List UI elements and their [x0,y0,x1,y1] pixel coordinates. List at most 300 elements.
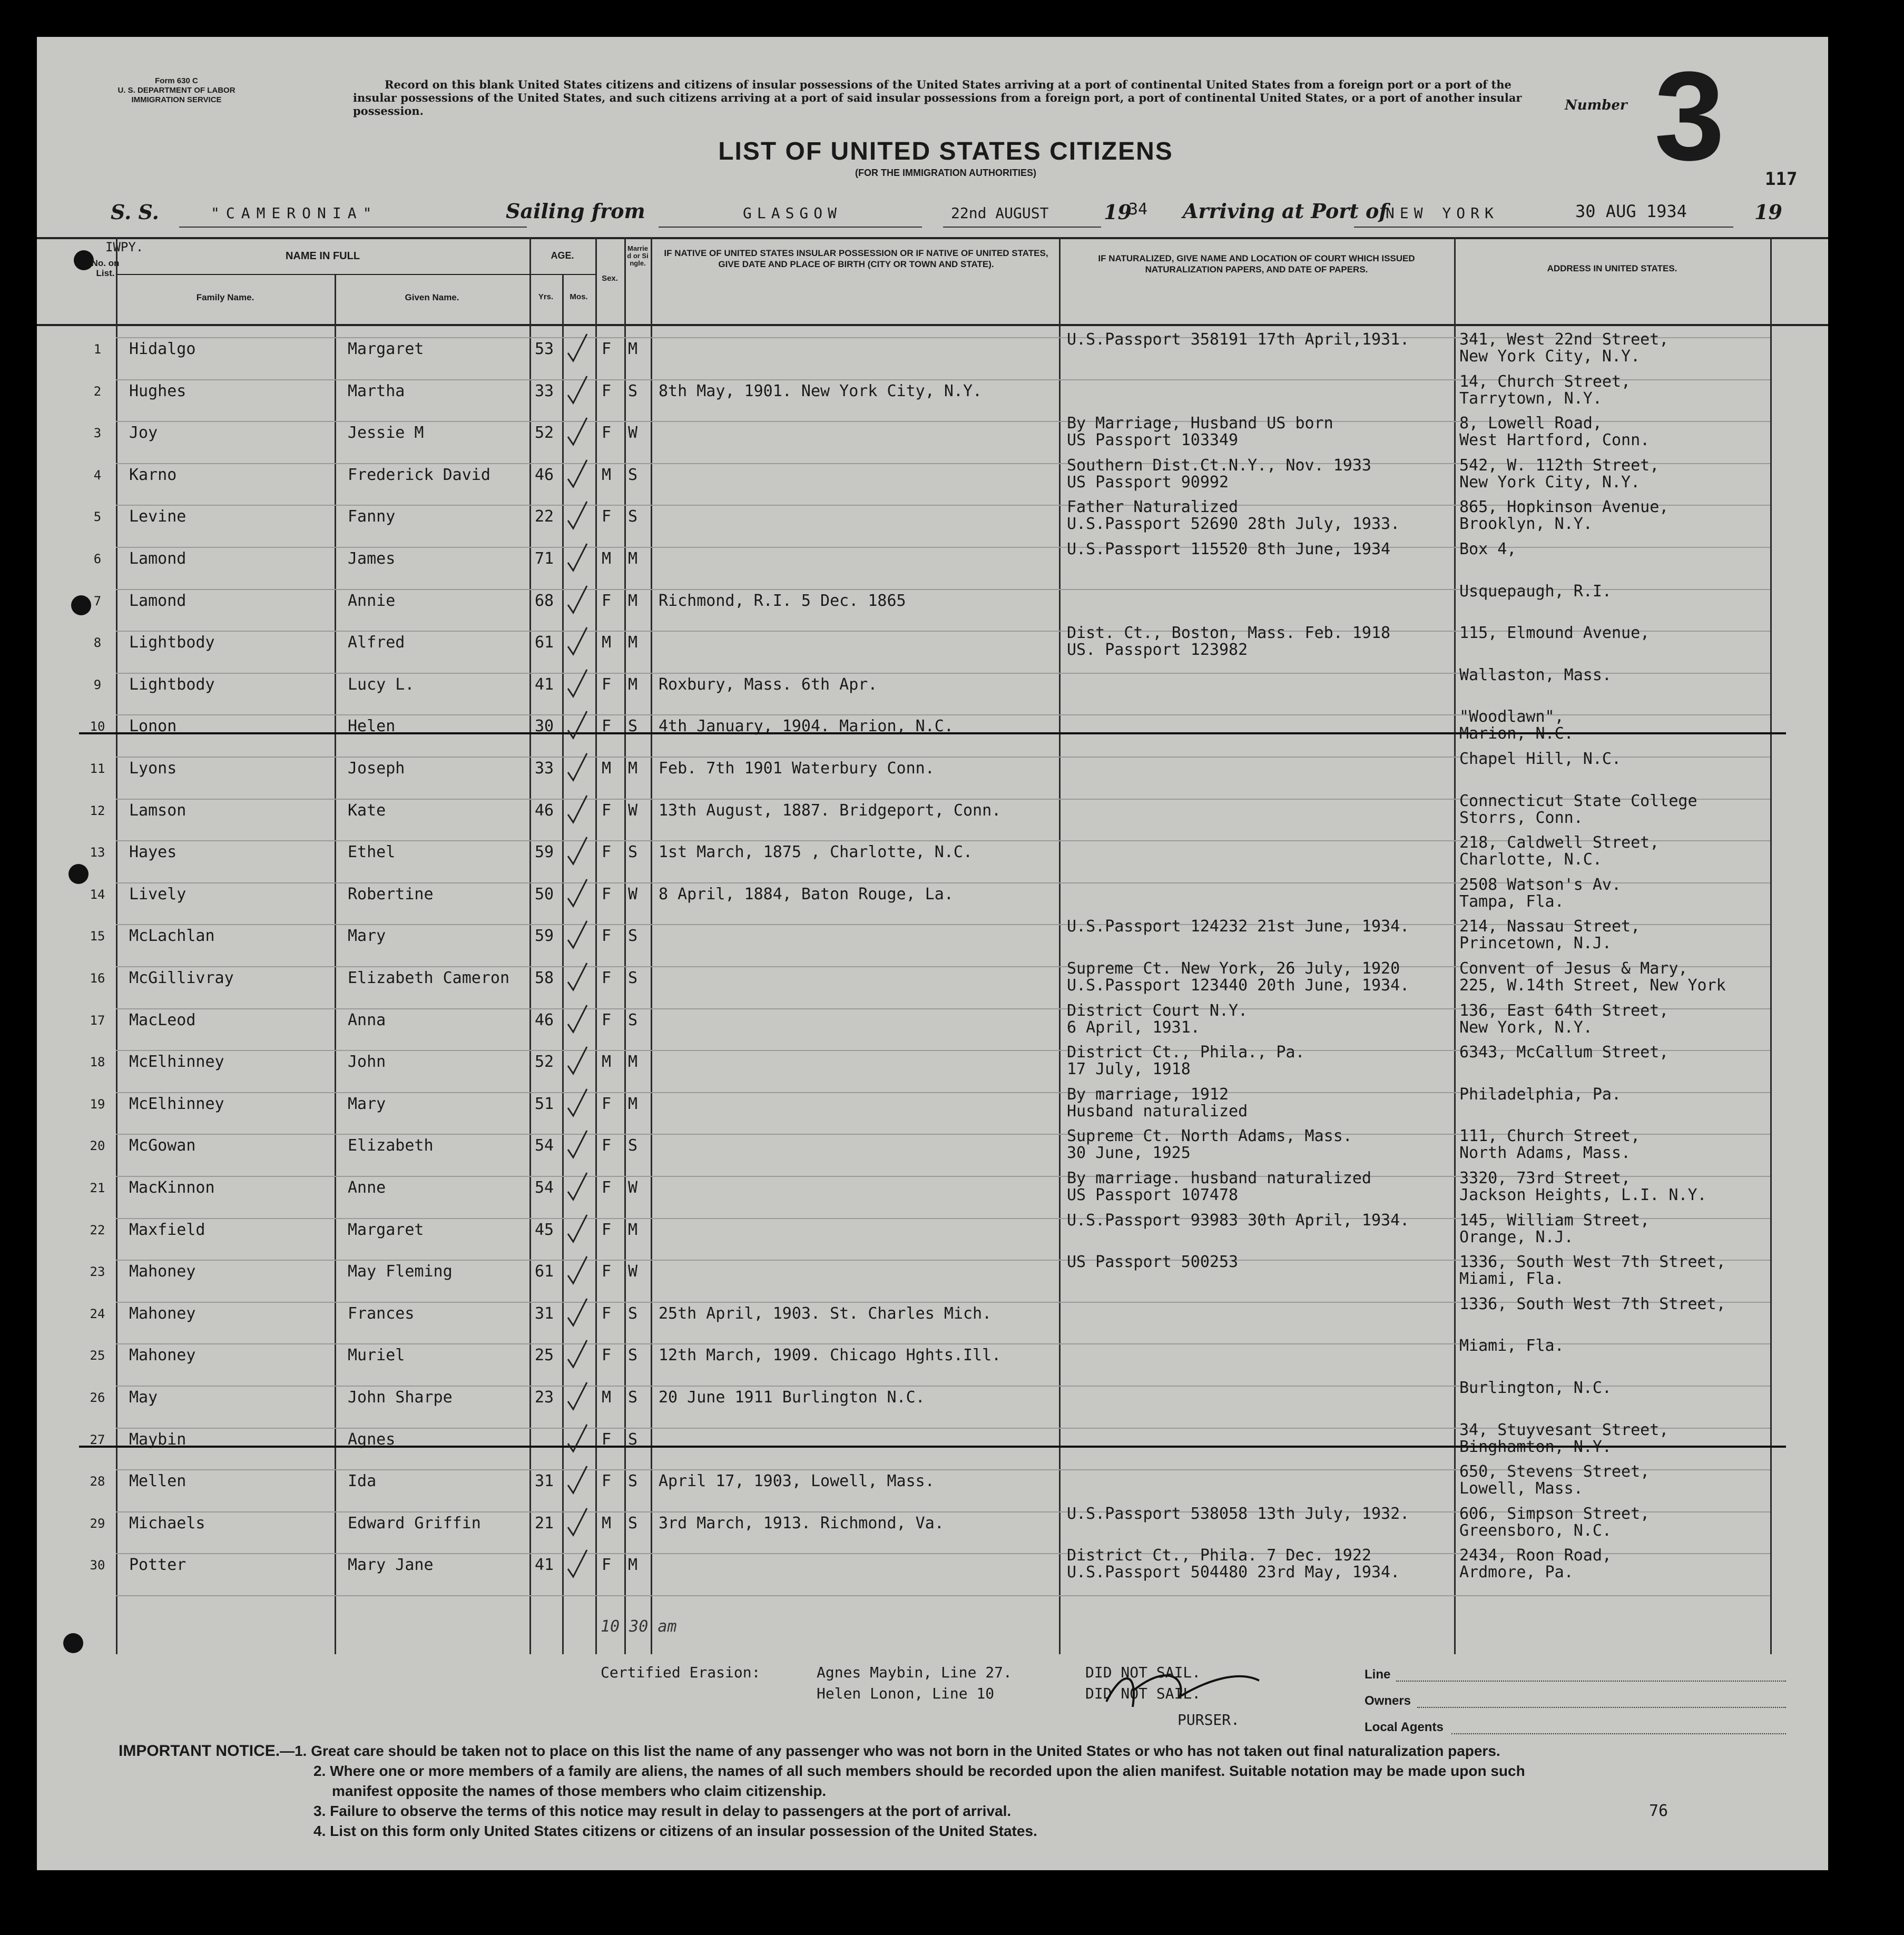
sex: F [602,885,612,903]
age-years: 61 [535,1262,554,1281]
header-age: AGE. [551,250,574,261]
marital-status: S [628,969,638,987]
address-line-2: New York City, N.Y. [1459,473,1641,492]
manifest-rows [37,37,1828,1670]
address-line-2: Tarrytown, N.Y. [1459,389,1602,408]
header-sex: Sex. [602,274,618,283]
naturalization-info-2: U.S.Passport 52690 28th July, 1933. [1067,515,1400,533]
stamp-number: 76 [1649,1802,1669,1820]
check-mark-icon [564,1296,590,1328]
check-mark-icon [564,1254,590,1286]
header-naturalized: IF NATURALIZED, GIVE NAME AND LOCATION OF COURT WHICH ISSUED NATURALIZATION PAPERS, AND DATE OF PAPERS. [1098,253,1415,274]
address-line-2: Ardmore, Pa. [1459,1563,1574,1582]
age-years: 21 [535,1514,554,1533]
sex: F [602,1262,612,1281]
row-number: 6 [93,552,102,566]
address-line-2: Orange, N.J. [1459,1228,1574,1246]
sex: F [602,969,612,987]
family-name: Joy [129,424,158,442]
sex: F [602,801,612,820]
given-name: Anna [348,1011,386,1029]
address-line-2: Binghamton, N.Y. [1459,1438,1612,1456]
sex: F [602,1011,612,1029]
marital-status: M [628,1095,638,1113]
address-line-1: 115, Elmound Avenue, [1459,624,1650,642]
purser-label: PURSER. [1177,1711,1240,1728]
marital-status: S [628,1514,638,1533]
address-line-1: Miami, Fla. [1459,1337,1564,1355]
age-years: 59 [535,927,554,945]
header-birth: IF NATIVE OF UNITED STATES INSULAR POSSESSION OR IF NATIVE OF UNITED STATES, GIVE DATE AND PLACE OF BIRTH (CITY OR TOWN AND STATE). [664,248,1048,269]
manifest-sheet [37,37,1828,1870]
given-name: Mary [348,1095,386,1113]
marital-status: W [628,885,638,903]
address-line-1: 8, Lowell Road, [1459,414,1602,433]
time-note: 10 30 am [601,1617,677,1636]
row-number: 23 [90,1264,105,1279]
row-number: 27 [90,1432,105,1447]
row-number: 1 [93,342,102,357]
strike-through [79,732,1786,734]
agents-field [1451,1733,1786,1734]
given-name: Lucy L. [348,675,415,694]
row-number: 17 [90,1013,105,1028]
naturalization-info: By marriage. husband naturalized [1067,1169,1371,1187]
important-notice: IMPORTANT NOTICE.—1. Great care should be taken not to place on this list the name of any passenger who was not born in the United States or who has not taken out final naturalization papers. 2. Where one or more members of a family are aliens, the names of all such members should be recorded upon the alien manifest. Suitable notation may be made upon such manifest opposite the names of those members who claim citizenship. 3. Failure to observe the terms of this notice may result in delay to passengers at the port of arrival. 4. List on this form only United States citizens or citizens of an insular possession of the United States. [119,1741,1804,1841]
given-name: Anne [348,1178,386,1197]
address-line-1: 1336, South West 7th Street, [1459,1253,1726,1271]
given-name: Fanny [348,507,396,526]
address-line-2: Brooklyn, N.Y. [1459,515,1593,533]
sex: F [602,1430,612,1449]
row-number: 11 [90,761,105,776]
address-line-2: Princetown, N.J. [1459,934,1612,952]
marital-status: W [628,424,638,442]
naturalization-info: U.S.Passport 358191 17th April,1931. [1067,330,1410,349]
naturalization-info: U.S.Passport 538058 13th July, 1932. [1067,1505,1410,1523]
sex: F [602,1221,612,1239]
row-number: 26 [90,1390,105,1405]
marital-status: S [628,1011,638,1029]
address-line-1: Burlington, N.C. [1459,1379,1612,1397]
family-name: Mahoney [129,1262,196,1281]
purser-signature [1101,1659,1270,1717]
check-mark-icon [564,1380,590,1412]
family-name: Lamond [129,549,187,568]
age-years: 33 [535,382,554,400]
address-line-2: Charlotte, N.C. [1459,850,1602,869]
ss-label: S. S. [111,200,159,224]
address-line-2: Storrs, Conn. [1459,809,1583,827]
age-years: 53 [535,340,554,358]
row-number: 16 [90,971,105,986]
family-name: Maybin [129,1430,187,1449]
row-number: 29 [90,1516,105,1531]
address-line-1: 14, Church Street, [1459,372,1631,391]
age-years: 31 [535,1472,554,1490]
stamp-code: IWPY. [105,240,144,254]
age-years: 59 [535,843,554,861]
age-years: 52 [535,424,554,442]
check-mark-icon [564,919,590,950]
address-line-2: North Adams, Mass. [1459,1144,1631,1162]
address-line-1: Philadelphia, Pa. [1459,1085,1622,1104]
check-mark-icon [564,1506,590,1538]
marital-status: M [628,1556,638,1574]
family-name: Mahoney [129,1346,196,1364]
row-number: 20 [90,1138,105,1153]
address-line-2: New York City, N.Y. [1459,347,1641,366]
birth-info: Roxbury, Mass. 6th Apr. [659,675,878,694]
sex: F [602,1346,612,1364]
row-number: 3 [93,426,102,440]
given-name: Frances [348,1304,415,1323]
sex: F [602,340,612,358]
given-name: John Sharpe [348,1388,453,1407]
check-mark-icon [564,1045,590,1076]
given-name: Martha [348,382,405,400]
address-line-1: 542, W. 112th Street, [1459,456,1660,475]
address-line-2: Marion, N.C. [1459,724,1574,743]
family-name: McElhinney [129,1053,224,1071]
notice-item-2-cont: manifest opposite the names of those members who claim citizenship. [332,1783,827,1799]
address-line-1: 34, Stuyvesant Street, [1459,1421,1669,1439]
notice-item-2: 2. Where one or more members of a family are aliens, the names of all such members should be recorded upon the alien manifest. Suitable notation may be made upon such [313,1763,1525,1779]
marital-status: M [628,1221,638,1239]
given-name: Ida [348,1472,377,1490]
sailing-label: Sailing from [506,199,645,223]
given-name: Mary Jane [348,1556,434,1574]
given-name: Margaret [348,1221,424,1239]
page-number: 117 [1765,169,1798,190]
sex: M [602,1053,612,1071]
row-number: 7 [93,594,102,608]
marital-status: M [628,549,638,568]
notice-item-3: 3. Failure to observe the terms of this notice may result in delay to passengers at the port of arrival. [313,1803,1012,1819]
row-number: 24 [90,1307,105,1321]
form-instructions: Record on this blank United States citizens and citizens of insular possessions of the United States arriving at a port of continental United States from a foreign port or a port of the insular possessions of the United States, and such citizens arriving at a port of said insular possessions from a foreign port, a port of continental United States, or a port of another insular possession. [353,78,1522,117]
address-line-1: Convent of Jesus & Mary, [1459,959,1688,978]
notice-title: IMPORTANT NOTICE. [119,1742,280,1760]
address-line-1: 214, Nassau Street, [1459,917,1641,936]
address-line-1: 341, West 22nd Street, [1459,330,1669,349]
birth-info: Feb. 7th 1901 Waterbury Conn. [659,759,935,778]
marital-status: S [628,1346,638,1364]
ship-name: "CAMERONIA" [211,204,378,222]
given-name: Muriel [348,1346,405,1364]
port-to: NEW YORK [1386,204,1499,222]
family-name: Lamson [129,801,187,820]
check-mark-icon [564,1422,590,1454]
row-number: 22 [90,1223,105,1237]
given-name: Kate [348,801,386,820]
age-years: 68 [535,592,554,610]
given-name: Agnes [348,1430,396,1449]
naturalization-info: By marriage, 1912 [1067,1085,1229,1104]
family-name: Hidalgo [129,340,196,358]
sex: M [602,759,612,778]
family-name: Hayes [129,843,177,861]
row-number: 14 [90,887,105,902]
given-name: Joseph [348,759,405,778]
age-years: 31 [535,1304,554,1323]
check-mark-icon [564,1548,590,1579]
age-years: 54 [535,1178,554,1197]
birth-info: 8th May, 1901. New York City, N.Y. [659,382,983,400]
notice-item-1: 1. Great care should be taken not to place on this list the name of any passenger who was not born in the United States or who has not taken out final naturalization papers. [295,1743,1500,1759]
sex: F [602,717,612,735]
check-mark-icon [564,835,590,867]
naturalization-info: By Marriage, Husband US born [1067,414,1333,433]
age-years: 41 [535,675,554,694]
age-years: 71 [535,549,554,568]
age-years: 33 [535,759,554,778]
age-years: 46 [535,466,554,484]
header-family: Family Name. [196,292,254,302]
row-number: 8 [93,635,102,650]
check-mark-icon [564,751,590,783]
header-no: No. on List. [91,258,120,278]
family-name: May [129,1388,158,1407]
row-rule [116,1595,1770,1596]
sex: M [602,1388,612,1407]
family-name: Lightbody [129,633,215,652]
birth-info: Richmond, R.I. 5 Dec. 1865 [659,592,906,610]
row-number: 12 [90,803,105,818]
address-line-2: Miami, Fla. [1459,1270,1564,1288]
row-number: 30 [90,1558,105,1573]
naturalization-info-2: 6 April, 1931. [1067,1018,1200,1037]
birth-info: 12th March, 1909. Chicago Hghts.Ill. [659,1346,1002,1364]
check-mark-icon [564,1213,590,1244]
check-mark-icon [564,584,590,615]
sex: F [602,843,612,861]
age-years: 46 [535,801,554,820]
check-mark-icon [564,332,590,364]
naturalization-info-2: US. Passport 123982 [1067,641,1248,659]
sailing-date: 22nd AUGUST [951,204,1049,222]
naturalization-info: Southern Dist.Ct.N.Y., Nov. 1933 [1067,456,1371,475]
given-name: Alfred [348,633,405,652]
address-line-1: 218, Caldwell Street, [1459,833,1660,852]
year-prefix: 19 [1104,200,1132,224]
age-years: 61 [535,633,554,652]
given-name: James [348,549,396,568]
age-years: 45 [535,1221,554,1239]
marital-status: M [628,759,638,778]
given-name: Helen [348,717,396,735]
port-from: GLASGOW [743,204,842,222]
sex: F [602,424,612,442]
age-years: 46 [535,1011,554,1029]
check-mark-icon [564,374,590,406]
family-name: Lightbody [129,675,215,694]
given-name: Mary [348,927,386,945]
check-mark-icon [564,1464,590,1496]
birth-info: 3rd March, 1913. Richmond, Va. [659,1514,944,1533]
address-line-1: Chapel Hill, N.C. [1459,750,1622,768]
row-number: 21 [90,1181,105,1195]
marital-status: S [628,927,638,945]
family-name: McGillivray [129,969,234,987]
sex: F [602,1556,612,1574]
year-end: 19 [1754,200,1782,224]
sex: F [602,1095,612,1113]
address-line-1: "Woodlawn", [1459,708,1564,726]
marital-status: W [628,1178,638,1197]
erasion-line-1: Agnes Maybin, Line 27. [817,1664,1012,1681]
birth-info: 20 June 1911 Burlington N.C. [659,1388,925,1407]
address-line-1: 865, Hopkinson Avenue, [1459,498,1669,516]
family-name: Karno [129,466,177,484]
birth-info: April 17, 1903, Lowell, Mass. [659,1472,935,1490]
naturalization-info: Dist. Ct., Boston, Mass. Feb. 1918 [1067,624,1391,642]
row-number: 19 [90,1097,105,1112]
address-line-1: Connecticut State College [1459,792,1697,810]
address-line-1: 606, Simpson Street, [1459,1505,1650,1523]
check-mark-icon [564,1003,590,1035]
check-mark-icon [564,1338,590,1370]
address-line-1: 650, Stevens Street, [1459,1462,1650,1481]
naturalization-info: U.S.Passport 115520 8th June, 1934 [1067,540,1391,558]
form-subtitle: (FOR THE IMMIGRATION AUTHORITIES) [855,168,1036,178]
given-name: Elizabeth Cameron [348,969,510,987]
header-name-full: NAME IN FULL [285,250,360,262]
address-line-1: 2508 Watson's Av. [1459,876,1622,894]
sex: F [602,507,612,526]
row-number: 13 [90,845,105,860]
marital-status: S [628,1472,638,1490]
address-line-2: Lowell, Mass. [1459,1479,1583,1498]
naturalization-info: Father Naturalized [1067,498,1239,516]
arrival-stamp: 30 AUG 1934 [1575,201,1687,221]
marital-status: S [628,843,638,861]
naturalization-info: District Court N.Y. [1067,1001,1248,1020]
sex: M [602,1514,612,1533]
header-married: Married or Single. [627,244,649,267]
given-name: Annie [348,592,396,610]
age-years: 25 [535,1346,554,1364]
given-name: Robertine [348,885,434,903]
family-name: McElhinney [129,1095,224,1113]
address-line-1: 136, East 64th Street, [1459,1001,1669,1020]
agents-label: Local Agents [1365,1720,1444,1734]
marital-status: M [628,592,638,610]
marital-status: M [628,1053,638,1071]
address-line-1: Wallaston, Mass. [1459,666,1612,684]
given-name: Edward Griffin [348,1514,481,1533]
family-name: Lively [129,885,187,903]
check-mark-icon [564,625,590,657]
header-given: Given Name. [405,292,459,302]
check-mark-icon [564,877,590,909]
age-years: 50 [535,885,554,903]
service-line: IMMIGRATION SERVICE [131,95,222,104]
address-line-1: 2434, Roon Road, [1459,1546,1612,1565]
list-number: 3 [1654,45,1725,186]
naturalization-info-2: U.S.Passport 123440 20th June, 1934. [1067,976,1410,995]
sex: F [602,1136,612,1155]
row-number: 25 [90,1348,105,1363]
age-years: 52 [535,1053,554,1071]
row-number: 10 [90,719,105,734]
age-years: 22 [535,507,554,526]
naturalization-info-2: U.S.Passport 504480 23rd May, 1934. [1067,1563,1400,1582]
family-name: Hughes [129,382,187,400]
family-name: McLachlan [129,927,215,945]
sex: M [602,633,612,652]
line-field [1396,1681,1786,1682]
certified-erasion-label: Certified Erasion: [601,1664,761,1681]
age-years: 51 [535,1095,554,1113]
family-name: Lyons [129,759,177,778]
row-number: 28 [90,1474,105,1489]
address-line-2: Jackson Heights, L.I. N.Y. [1459,1186,1707,1204]
marital-status: S [628,1430,638,1449]
department-line: U. S. DEPARTMENT OF LABOR [117,86,235,95]
family-name: MacKinnon [129,1178,215,1197]
address-line-2: 225, W.14th Street, New York [1459,976,1726,995]
address-line-2: New York, N.Y. [1459,1018,1593,1037]
family-name: Lamond [129,592,187,610]
family-name: Potter [129,1556,187,1574]
address-line-2: Greensboro, N.C. [1459,1521,1612,1540]
year-suffix: 34 [1128,200,1148,219]
family-name: Maxfield [129,1221,205,1239]
check-mark-icon [564,542,590,573]
notice-item-4: 4. List on this form only United States citizens or citizens of an insular possession of the United States. [313,1823,1037,1839]
sex: F [602,382,612,400]
naturalization-info: US Passport 500253 [1067,1253,1239,1271]
sex: F [602,592,612,610]
family-name: Michaels [129,1514,205,1533]
age-years: 23 [535,1388,554,1407]
row-rule [116,547,1770,548]
row-number: 18 [90,1055,105,1069]
did-not-sail-1: DID NOT SAIL. [1085,1664,1201,1681]
marital-status: M [628,340,638,358]
sex: F [602,675,612,694]
check-mark-icon [564,709,590,741]
check-mark-icon [564,499,590,531]
address-line-1: Box 4, [1459,540,1517,558]
naturalization-info-2: Husband naturalized [1067,1102,1248,1121]
address-line-1: Usquepaugh, R.I. [1459,582,1612,601]
check-mark-icon [564,667,590,699]
row-number: 9 [93,677,102,692]
naturalization-info-2: US Passport 90992 [1067,473,1229,492]
given-name: Ethel [348,843,396,861]
naturalization-info-2: 17 July, 1918 [1067,1060,1191,1078]
family-name: Mahoney [129,1304,196,1323]
marital-status: S [628,382,638,400]
address-line-1: 145, William Street, [1459,1211,1650,1230]
header-mos: Mos. [570,292,588,301]
erasion-line-2: Helen Lonon, Line 10 [817,1685,995,1702]
row-number: 4 [93,468,102,483]
row-number: 15 [90,929,105,944]
marital-status: S [628,466,638,484]
marital-status: W [628,801,638,820]
family-name: Mellen [129,1472,187,1490]
sex: F [602,1178,612,1197]
marital-status: S [628,1304,638,1323]
sex: M [602,466,612,484]
birth-info: 1st March, 1875 , Charlotte, N.C. [659,843,973,861]
header-address: ADDRESS IN UNITED STATES. [1547,263,1677,273]
birth-info: 25th April, 1903. St. Charles Mich. [659,1304,992,1323]
naturalization-info: District Ct., Phila. 7 Dec. 1922 [1067,1546,1371,1565]
